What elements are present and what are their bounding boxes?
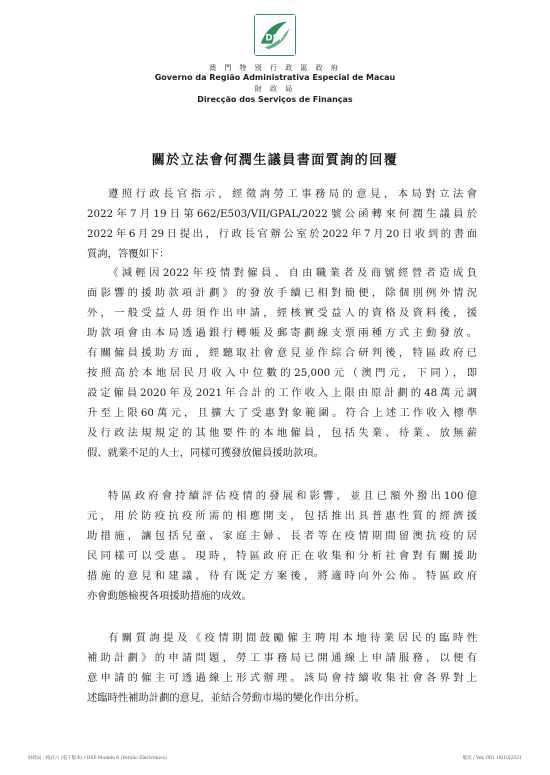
government-name-chinese: 澳 門 特 別 行 政 區 政 府 bbox=[209, 64, 341, 72]
text-line: 面影響的援助款項計劃》的發放手續已相對簡便，除個別例外情況 bbox=[87, 287, 477, 299]
text-line: 助措施，讓包括兒童、家庭主婦、長者等在疫情期間留澳抗疫的居 bbox=[87, 530, 477, 542]
text-line: 質詢，答覆如下： bbox=[87, 248, 170, 260]
text-line: 補助計劃》的申請問題，勞工事務局已開通線上申請服務，以便有 bbox=[87, 652, 477, 664]
text-line: 助款項會由本局透過銀行轉帳及郵寄劃線支票兩種方式主動發放。 bbox=[87, 327, 477, 339]
text-line: 有關質詢提及《疫情期間鼓勵僱主聘用本地待業居民的臨時性 bbox=[108, 632, 477, 644]
department-name-portuguese: Direcção dos Serviços de Finanças bbox=[197, 95, 353, 104]
dsf-logo bbox=[254, 14, 296, 56]
text-line: 按照高於本地居民月收入中位數的25,000元（澳門元，下同），即 bbox=[87, 367, 477, 379]
text-line: 2022年6月29日提出，行政長官辦公室於2022年7月20日收到的書面 bbox=[87, 228, 477, 240]
text-line: 假、就業不足的人士，同樣可獲發放僱員援助款項。 bbox=[87, 447, 324, 459]
text-line: 亦會動態檢視各項援助措施的成效。 bbox=[87, 590, 252, 602]
dsf-logo-icon bbox=[255, 15, 295, 55]
text-line: 外，一般受益人毋須作出申請，經核實受益人的資格及資料後，援 bbox=[87, 307, 477, 319]
text-line: 元，用於防疫抗疫所需的相應開支，包括推出具普惠性質的經濟援 bbox=[87, 510, 477, 522]
paragraph-government-measures bbox=[87, 486, 477, 606]
text-line: 意申請的僱主可透過線上形式辦理。該局會持續收集社會各界對上 bbox=[87, 672, 477, 684]
paragraph-employee-aid bbox=[87, 263, 477, 463]
document-title: 關於立法會何潤生議員書面質詢的回覆 bbox=[151, 153, 399, 168]
footer-version: 版次 / Ver. 001 18/10/2021 bbox=[462, 756, 522, 761]
text-line: 述臨時性補助計劃的意見，並結合勞動市場的變化作出分析。 bbox=[87, 692, 366, 704]
svg-text:DSF: DSF bbox=[265, 33, 285, 44]
text-line: 特區政府會持續評估疫情的發展和影響，並且已額外撥出100億 bbox=[108, 490, 477, 502]
text-line: 措施的意見和建議，待有既定方案後，將適時向外公佈。特區政府 bbox=[87, 570, 477, 582]
text-line: 升至上限60萬元，且擴大了受惠對象範圍。符合上述工作收入標準 bbox=[87, 407, 477, 419]
footer-form-code: 財政局 - 格式六 (電子版本) / DSF-Modelo 6 (Versão Electrónica) bbox=[28, 756, 167, 761]
text-line: 民同樣可以受惠。現時，特區政府正在收集和分析社會對有關援助 bbox=[87, 550, 477, 562]
text-line: 遵照行政長官指示，經徵詢勞工事務局的意見，本局對立法會 bbox=[108, 188, 477, 200]
text-line: 設定僱員2020年及2021年合計的工作收入上限由原計劃的48萬元調 bbox=[87, 387, 477, 399]
text-line: 及行政法規規定的其他要件的本地僱員，包括失業、待業、放無薪 bbox=[87, 427, 477, 439]
government-name-portuguese: Governo da Região Administrativa Especial de Macau bbox=[154, 73, 396, 82]
text-line: 《減輕因2022年疫情對僱員、自由職業者及商號經營者造成負 bbox=[108, 267, 477, 279]
paragraph-intro bbox=[87, 184, 477, 264]
text-line: 2022年7月19日第662/E503/VII/GPAL/2022號公函轉來何潤生議員於 bbox=[87, 208, 477, 220]
paragraph-subsidy-plan bbox=[87, 628, 477, 708]
department-name-chinese: 財 政 局 bbox=[254, 85, 296, 93]
text-line: 有關僱員援助方面，經聽取社會意見並作綜合研判後，特區政府已 bbox=[87, 347, 477, 359]
